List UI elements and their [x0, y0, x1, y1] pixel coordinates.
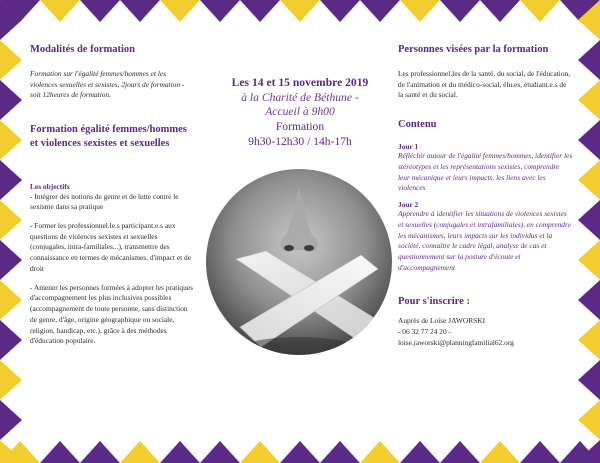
- left-column: [30, 44, 195, 355]
- border-triangle: [0, 160, 22, 200]
- border-triangle: [240, 441, 280, 463]
- objectifs-title: Les objectifs: [30, 181, 70, 191]
- border-triangle: [578, 400, 600, 440]
- objectif-item: - Intégrer des notions de genre et de lutte contre le sexisme dans sa pratique: [30, 191, 179, 212]
- event-place: à la Charité de Béthune -: [241, 90, 359, 104]
- border-triangle: [520, 441, 560, 463]
- event-info: [205, 76, 395, 150]
- border-triangle: [578, 80, 600, 120]
- border-triangle: [578, 120, 600, 160]
- border-triangle: [0, 120, 22, 160]
- border-triangle: [578, 320, 600, 360]
- modalites-text: Formation sur l'égalité femmes/hommes et les violences sexuelles et sexistes, 2jours de formation - soit 12heures de formation.: [30, 69, 185, 100]
- jour1-text: Réfléchir autour de l'égalité femmes/hommes, identifier les stéréotypes et les représentations sexistes, comprendre leur mécanique et leurs impacts, les liens avec les violences: [398, 151, 573, 193]
- objectif-item: - Amener les personnes formées à adopter les pratiques d'accompagnement les plus inclusives possibles (accompagnement de toute personne, sans distinction de genre, d'âge, origine géographique ou sociale, religion, handicap, etc.), grâce à des méthodes d'éducation populaire.: [30, 282, 193, 346]
- personnes-text: Les professionnel.les de la santé, du social, de l'éducation, de l'animation et du médico-social, élu.es, étudiant.e.s de la santé et du social.: [398, 69, 571, 100]
- border-triangle: [40, 441, 80, 463]
- border-triangle: [578, 160, 600, 200]
- contact-email[interactable]: loise.jaworski@planningfamilial62.org: [398, 338, 514, 348]
- right-column: [398, 44, 573, 349]
- objectif-item: - Former les professionnel.le.s participant.e.s aux questions de violences sexistes et sexuelles (conjugales, intra-familiales...), transmettre des connaissance en termes de mécanismes, d'impact et de droit: [30, 221, 191, 273]
- border-triangle: [80, 441, 120, 463]
- event-date: Les 14 et 15 novembre 2019: [231, 76, 369, 89]
- contenu-title: Contenu: [398, 119, 437, 131]
- border-triangle: [578, 240, 600, 280]
- border-triangle: [200, 441, 240, 463]
- border-triangle: [440, 441, 480, 463]
- border-triangle: [0, 400, 22, 440]
- jour2-title: Jour 2: [398, 200, 419, 210]
- border-triangle: [320, 441, 360, 463]
- border-triangle: [160, 441, 200, 463]
- border-triangle: [360, 441, 400, 463]
- jour2-text: Apprendre à identifier les situations de violences sexistes et sexuelles (conjugales et intrafamiliales), en comprendre les mécanismes, leurs impacts sur les individus et la société, connaître le cadre légal, analyse de cas et questionnement sur la posture d'écoute et d'accompagnement: [398, 209, 571, 272]
- border-triangle: [280, 441, 320, 463]
- taped-mouth-photo-icon: [206, 169, 392, 355]
- border-triangle: [578, 40, 600, 80]
- personnes-title: Personnes visées par la formation: [398, 44, 549, 55]
- event-welcome-time: Accueil à 9h00: [265, 105, 335, 119]
- formation-title: Formation égalité femmes/hommes et violences sexistes et sexuelles: [30, 124, 187, 150]
- border-triangle: [0, 320, 22, 360]
- event-hours: 9h30-12h30 / 14h-17h: [248, 134, 352, 148]
- contact-phone: - 06 32 77 24 20 -: [398, 327, 451, 337]
- inscrire-title: Pour s'inscrire :: [398, 295, 470, 307]
- border-triangle: [120, 441, 160, 463]
- jour1-title: Jour 1: [398, 142, 419, 152]
- border-triangle: [0, 240, 22, 280]
- contact-name: Auprès de Loïse JAWORSKI: [398, 315, 486, 325]
- border-triangle: [0, 360, 22, 400]
- border-triangle: [400, 441, 440, 463]
- border-triangle: [0, 280, 22, 320]
- modalites-title: Modalités de formation: [30, 44, 135, 55]
- border-triangle: [480, 441, 520, 463]
- border-triangle: [578, 280, 600, 320]
- border-triangle: [578, 200, 600, 240]
- border-triangle: [0, 80, 22, 120]
- border-triangle: [578, 360, 600, 400]
- event-formation-label: Formation: [275, 120, 325, 134]
- border-triangle: [0, 40, 22, 80]
- border-triangle: [0, 200, 22, 240]
